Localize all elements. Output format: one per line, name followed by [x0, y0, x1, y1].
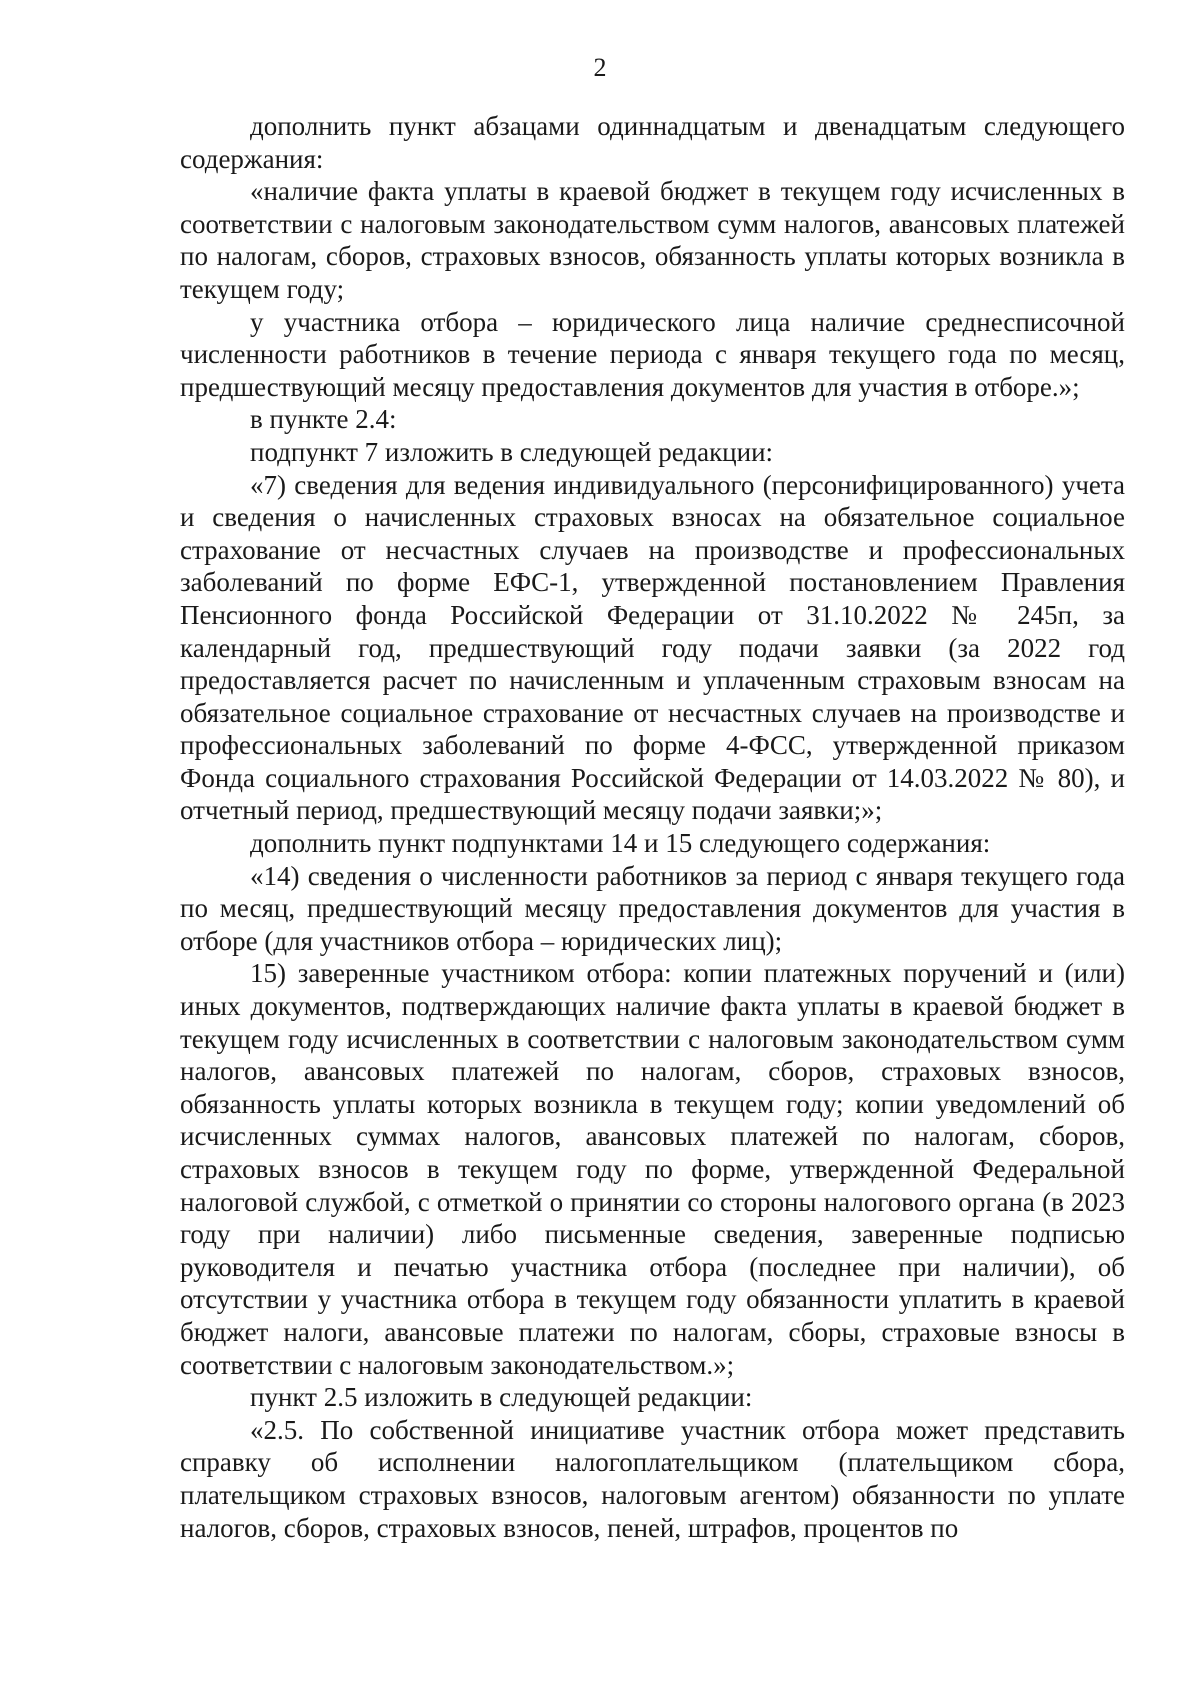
- paragraph-clause-2-4: в пункте 2.4:: [250, 404, 397, 435]
- paragraph-clause-2-5-intro: пункт 2.5 изложить в следующей редакции:: [250, 1382, 753, 1413]
- paragraph-headcount-requirement: у участника отбора – юридического лица наличие среднесписочной численности работников в течение периода с января текущего года по месяц, предшествующий месяцу предоставления документов для участия в отборе.»;: [180, 306, 1125, 402]
- paragraph-subclause-7: «7) сведения для ведения индивидуального (персонифицированного) учета и сведения о начисленных страховых взносах на обязательное социальное страхование от несчастных случаев на производстве и профессиональных заболеваний по форме ЕФС-1, утвержденной постановлением Правления Пенсионного фонда Российской Федерации от 31.10.2022 № 245п, за календарный год, предшествующий году подачи заявки (за 2022 год предоставляется расчет по начисленным и уплаченным страховым взносам на обязательное социальное страхование от несчастных случаев на производстве и профессиональных заболеваний по форме 4-ФСС, утвержденной приказом Фонда социального страхования Российской Федерации от 14.03.2022 № 80), и отчетный период, предшествующий месяцу подачи заявки;»;: [180, 469, 1125, 826]
- paragraph-subclause-15: 15) заверенные участником отбора: копии платежных поручений и (или) иных документов, подтверждающих наличие факта уплаты в краевой бюджет в текущем году исчисленных в соответствии с налоговым законодательством сумм налогов, авансовых платежей по налогам, сборов, страховых взносов, обязанность уплаты которых возникла в текущем году; копии уведомлений об исчисленных суммах налогов, авансовых платежей по налогам, сборов, страховых взносов в текущем году по форме, утвержденной Федеральной налоговой службой, с отметкой о принятии со стороны налогового органа (в 2023 году при наличии) либо письменные сведения, заверенные подписью руководителя и печатью участника отбора (последнее при наличии), об отсутствии у участника отбора в текущем году обязанности уплатить в краевой бюджет налоги, авансовые платежи по налогам, сборы, страховые взносы в соответствии с налоговым законодательством.»;: [180, 958, 1125, 1380]
- paragraph-subclause-7-intro: подпункт 7 изложить в следующей редакции:: [250, 436, 774, 467]
- paragraph-tax-payment-fact: «наличие факта уплаты в краевой бюджет в текущем году исчисленных в соответствии с налоговым законодательством сумм налогов, авансовых платежей по налогам, сборов, страховых взносов, обязанность уплаты которых возникла в текущем году;: [180, 176, 1125, 304]
- paragraph-subclauses-14-15-intro: дополнить пункт подпунктами 14 и 15 следующего содержания:: [250, 828, 991, 859]
- paragraph-subclause-14: «14) сведения о численности работников за период с января текущего года по месяц, предшествующий месяцу предоставления документов для участия в отборе (для участников отбора – юридических лиц);: [180, 860, 1125, 956]
- document-body: [180, 110, 1125, 1544]
- paragraph-amend-intro: дополнить пункт абзацами одиннадцатым и двенадцатым следующего содержания:: [180, 111, 1125, 174]
- page-number: 2: [593, 53, 607, 82]
- paragraph-clause-2-5: «2.5. По собственной инициативе участник отбора может представить справку об исполнении налогоплательщиком (плательщиком сбора, плательщиком страховых взносов, налоговым агентом) обязанности по уплате налогов, сборов, страховых взносов, пеней, штрафов, процентов по: [180, 1414, 1125, 1543]
